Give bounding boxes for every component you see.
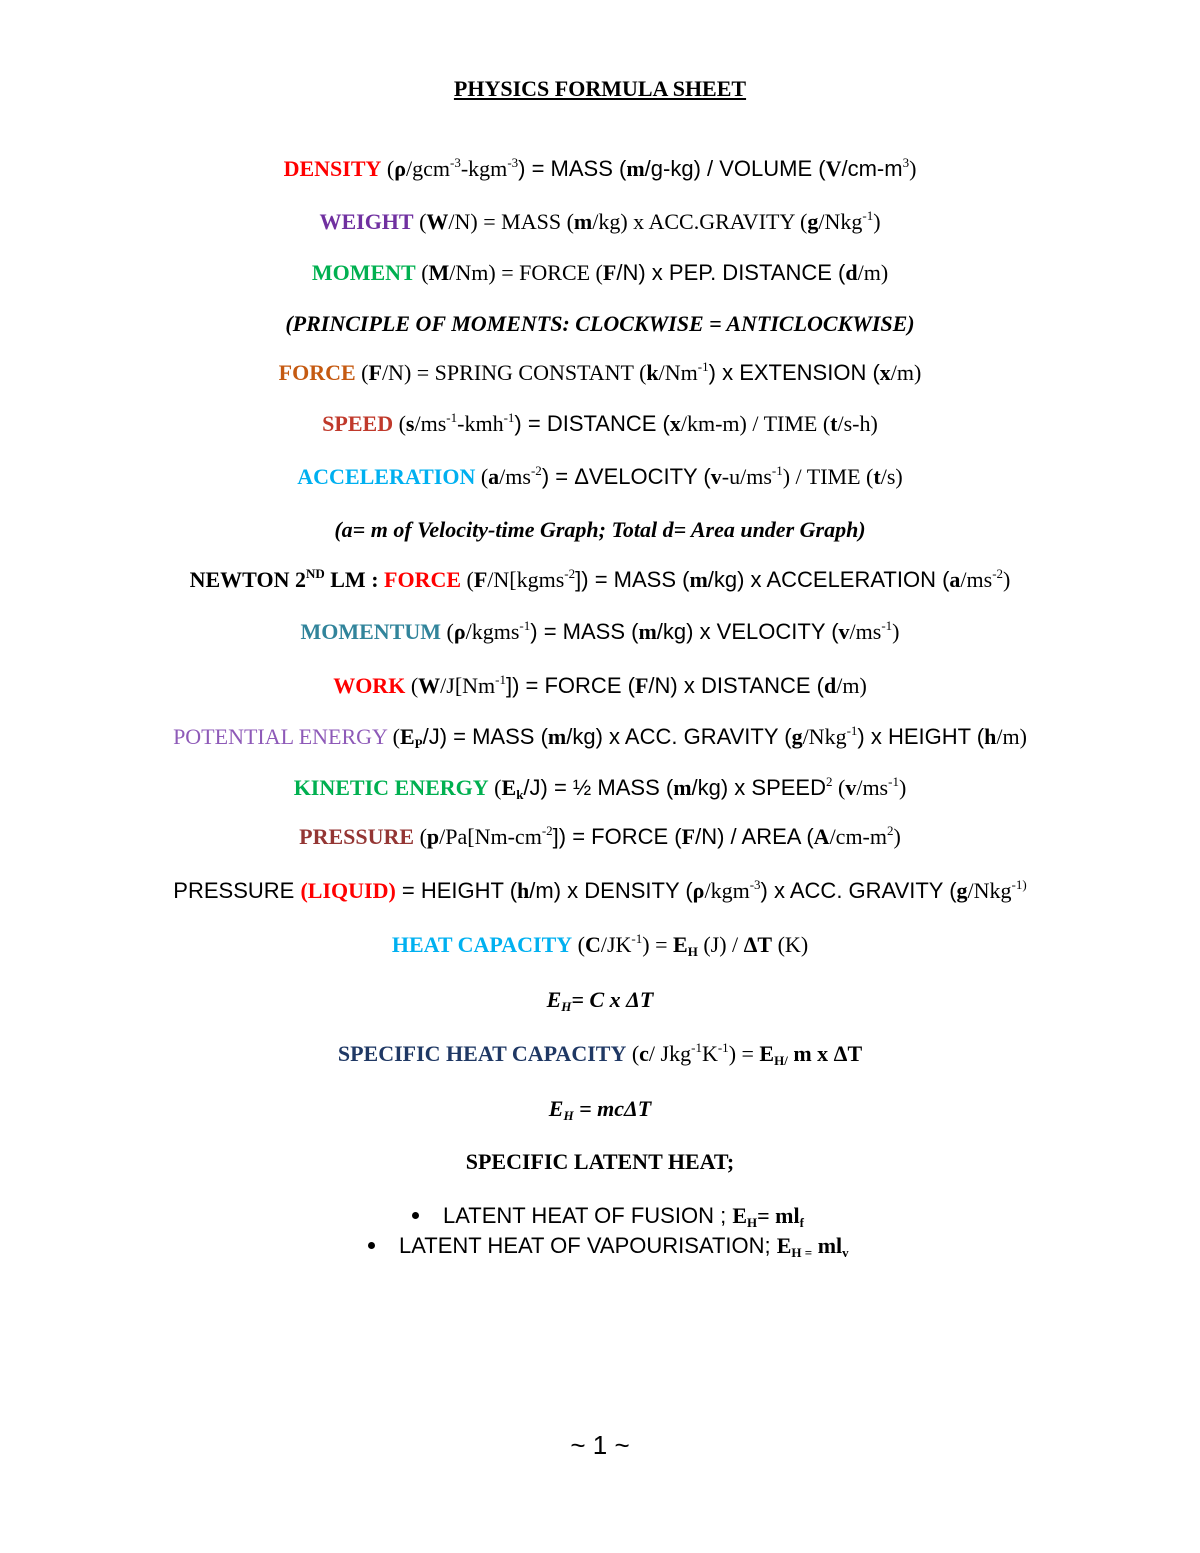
- work-formula: WORK $(W/J[Nm^{-1}])$ = FORCE (F/N) x DISTANCE (d/m): [333, 672, 867, 698]
- force-label: FORCE: [278, 360, 356, 385]
- heat-capacity-label: HEAT CAPACITY: [391, 932, 573, 957]
- bullet-icon: [412, 1212, 419, 1219]
- speed-label: SPEED: [322, 411, 394, 436]
- bullet-icon: [368, 1242, 375, 1249]
- heat-energy-formula: $E_H= C$ x ΔT: [546, 987, 654, 1014]
- speed-formula: SPEED $(s/ms^{-1}-kmh^{-1})$ = DISTANCE (x/km-m) / TIME (t/s-h): [322, 410, 878, 436]
- specific-heat-capacity-label: SPECIFIC HEAT CAPACITY: [337, 1041, 627, 1066]
- specific-heat-capacity-formula: SPECIFIC HEAT CAPACITY (c/ $Jkg^{-1}K^{-1}) = E_{H/}$ m x ΔT: [337, 1040, 863, 1068]
- list-item: LATENT HEAT OF VAPOURISATION; $E_{H =}$ $ml_v$: [368, 1233, 849, 1259]
- pressure-label: PRESSURE: [299, 824, 415, 849]
- heat-energy-mc-formula: $E_H = mc\Delta T$: [548, 1096, 652, 1123]
- pressure-formula: PRESSURE $(p/Pa[Nm-cm^{-2}])$ = FORCE (F/N) / AREA $(A/cm-m^2)$: [299, 823, 901, 849]
- force-formula: FORCE (F/N) = SPRING CONSTANT $(k/Nm^{-1})$ x EXTENSION (x/m): [278, 359, 922, 385]
- kinetic-energy-label: KINETIC ENERGY: [293, 775, 489, 800]
- heat-capacity-formula: HEAT CAPACITY $(C/JK^{-1}) = E_H$ (J) / ΔT (K): [391, 931, 809, 959]
- density-label: DENSITY: [283, 156, 382, 181]
- newton-second-law-formula: NEWTON 2ND LM : FORCE (F/N[kgms$^{-2}$]) = MASS (m/kg) x ACCELERATION $(a/ms^{-2})$: [189, 566, 1011, 592]
- momentum-formula: MOMENTUM (ρ/kgms$^{-1}$) = MASS (m/kg) x VELOCITY $(v/ms^{-1})$: [300, 618, 900, 644]
- graph-note: (a= m of Velocity-time Graph; Total d= Area under Graph): [334, 517, 866, 542]
- pressure-liquid-label: (LIQUID): [300, 878, 396, 903]
- momentum-label: MOMENTUM: [300, 619, 442, 644]
- newton-force-label: FORCE: [384, 567, 462, 592]
- potential-energy-formula: POTENTIAL ENERGY $(E_P/J)$ = MASS (m/kg) x ACC. GRAVITY (g/Nkg$^{-1}$) x HEIGHT (h/m): [173, 723, 1027, 751]
- list-item: LATENT HEAT OF FUSION ; $E_H= ml_f$: [412, 1203, 804, 1229]
- pressure-liquid-formula: PRESSURE (LIQUID) = HEIGHT (h/m) x DENSITY (ρ/kgm$^{-3}$) x ACC. GRAVITY (g/Nkg$^{-1)}$: [173, 877, 1027, 903]
- acceleration-label: ACCELERATION: [297, 464, 476, 489]
- weight-label: WEIGHT: [319, 209, 414, 234]
- work-label: WORK: [333, 673, 406, 698]
- latent-heat-title: SPECIFIC LATENT HEAT;: [465, 1149, 735, 1174]
- principle-of-moments: (PRINCIPLE OF MOMENTS: CLOCKWISE = ANTICLOCKWISE): [285, 311, 915, 336]
- kinetic-energy-formula: KINETIC ENERGY $(E_k/J)$ = ½ MASS (m/kg) x SPEED$^2$ $(v/ms^{-1})$: [293, 774, 907, 802]
- weight-formula: WEIGHT (W/N) = MASS (m/kg) x ACC.GRAVITY (g/Nkg$^{-1}$): [319, 208, 881, 234]
- page-number: ~ 1 ~: [570, 1430, 630, 1460]
- moment-formula: MOMENT (M/Nm) = FORCE (F/N) x PEP. DISTANCE (d/m): [311, 260, 889, 285]
- potential-energy-label: POTENTIAL ENERGY: [173, 724, 388, 749]
- moment-label: MOMENT: [311, 260, 416, 285]
- acceleration-formula: ACCELERATION $(a/ms^{-2})$ = ΔVELOCITY $(v-u/ms^{-1})$ / TIME (t/s): [297, 463, 903, 489]
- density-formula: DENSITY (ρ/gcm$^{-3}$-kgm$^{-3}$) = MASS (m/g-kg) / VOLUME $(V/cm-m^3)$: [283, 155, 917, 181]
- page-title: PHYSICS FORMULA SHEET: [453, 76, 747, 101]
